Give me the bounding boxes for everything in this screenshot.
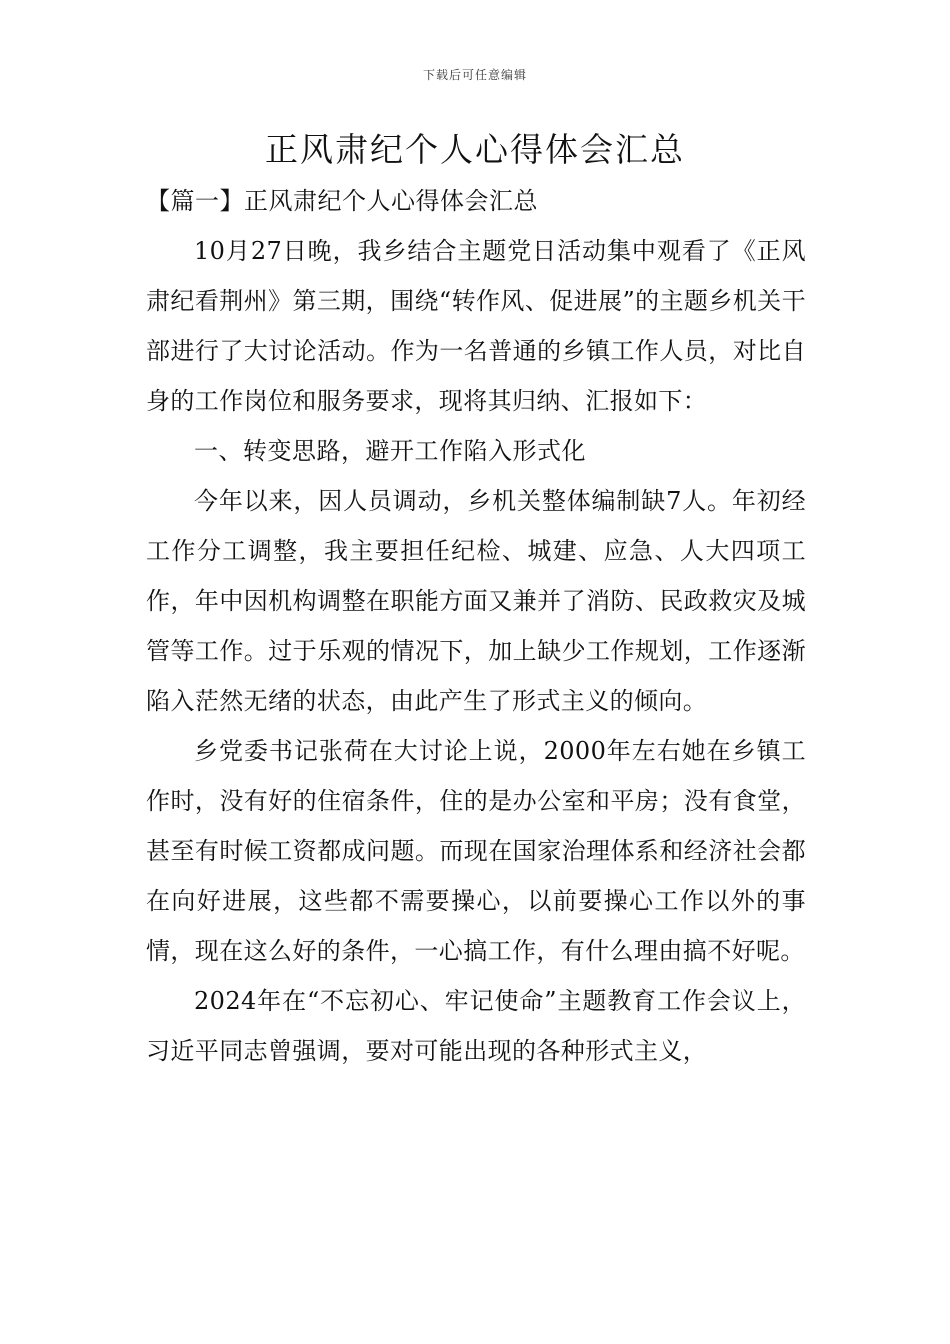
paragraph-workload: 今年以来，因人员调动，乡机关整体编制缺7人。年初经工作分工调整，我主要担任纪检、城建、应急、人大四项工作，年中因机构调整在职能方面又兼并了消防、民政救灾及城管等工作。过于乐观的情况下，加上缺少工作规划，工作逐渐陷入茫然无绪的状态，由此产生了形式主义的倾向。 xyxy=(146,487,806,715)
paragraph-education: 2024年在“不忘初心、牢记使命”主题教育工作会议上，习近平同志曾强调，要对可能出现的各种形式主义， xyxy=(146,987,806,1065)
header-note: 下载后可任意编辑 xyxy=(422,68,527,82)
section-heading: 【篇一】正风肃纪个人心得体会汇总 xyxy=(146,187,538,215)
paragraph-secretary: 乡党委书记张荷在大讨论上说，2000年左右她在乡镇工作时，没有好的住宿条件，住的是办公室和平房；没有食堂，甚至有时候工资都成问题。而现在国家治理体系和经济社会都在向好进展，这些都不需要操心，以前要操心工作以外的事情，现在这么好的条件，一心搞工作，有什么理由搞不好呢。 xyxy=(146,737,806,965)
document-title: 正风肃纪个人心得体会汇总 xyxy=(265,130,685,169)
paragraph-intro: 10月27日晚，我乡结合主题党日活动集中观看了《正风肃纪看荆州》第三期，围绕“转作风、促进展”的主题乡机关干部进行了大讨论活动。作为一名普通的乡镇工作人员，对比自身的工作岗位和服务要求，现将其归纳、汇报如下： xyxy=(146,237,806,415)
subheading-one: 一、转变思路，避开工作陷入形式化 xyxy=(194,437,586,465)
document-body xyxy=(146,176,806,1076)
